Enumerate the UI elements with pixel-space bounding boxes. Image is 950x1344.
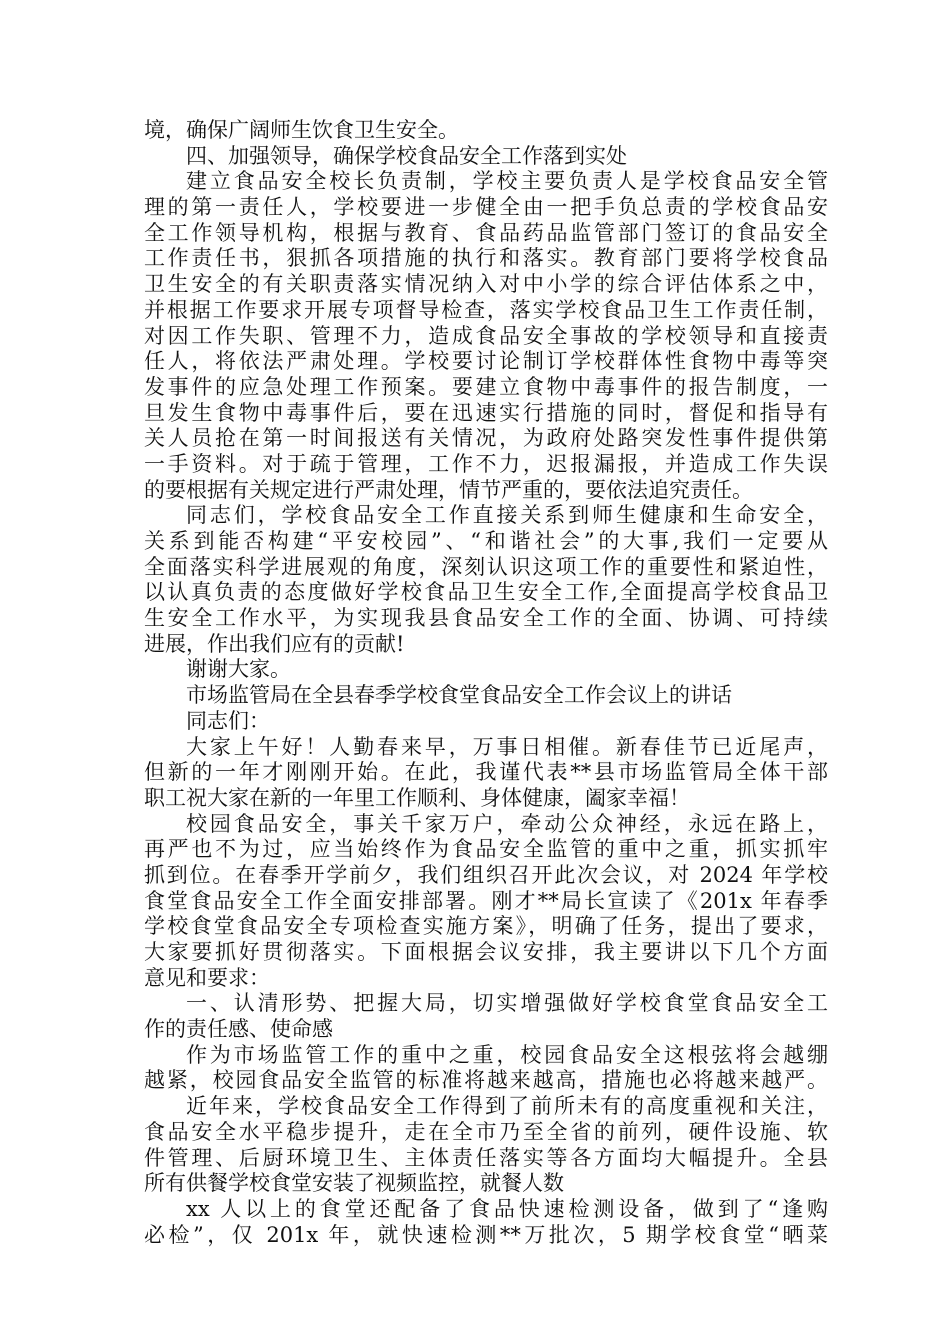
text-line: 以认真负责的态度做好学校食品卫生安全工作,全面提高学校食品卫 xyxy=(144,580,828,605)
section-heading: 一、认清形势、把握大局，切实增强做好学校食堂食品安全工 xyxy=(186,991,828,1016)
text-line: 全面落实科学进展观的角度，深刻认识这项工作的重要性和紧迫性， xyxy=(144,554,828,579)
text-line: 关人员抢在第一时间报送有关情况，为政府处路突发性事件提供第 xyxy=(144,426,828,451)
text-line: 发事件的应急处理工作预案。要建立食物中毒事件的报告制度，一 xyxy=(144,374,828,399)
text-line: 任人，将依法严肃处理。学校要讨论制订学校群体性食物中毒等突 xyxy=(144,349,828,374)
text-line: 食堂食品安全工作全面安排部署。刚才**局长宣读了《201x 年春季 xyxy=(144,888,828,913)
text-line: 生安全工作水平，为实现我县食品安全工作的全面、协调、可持续 xyxy=(144,606,828,631)
text-line: 越紧，校园食品安全监管的标准将越来越高，措施也必将越来越严。 xyxy=(144,1068,828,1093)
text-line: 校园食品安全，事关千家万户，牵动公众神经，永远在路上， xyxy=(186,811,828,836)
text-line: 并根据工作要求开展专项督导检查，落实学校食品卫生工作责任制， xyxy=(144,297,828,322)
text-line: 职工祝大家在新的一年里工作顺利、身体健康，阖家幸福！ xyxy=(144,785,690,810)
text-line: 学校食堂食品安全专项检查实施方案》，明确了任务，提出了要求， xyxy=(144,914,828,939)
text-line: 境，确保广阔师生饮食卫生安全。 xyxy=(144,118,459,142)
text-line: 的要根据有关规定进行严肃处理，情节严重的，要依法追究责任。 xyxy=(144,477,753,502)
text-line: 对因工作失职、管理不力，造成食品安全事故的学校领导和直接责 xyxy=(144,323,828,348)
text-line: 大家要抓好贯彻落实。下面根据会议安排，我主要讲以下几个方面 xyxy=(144,940,828,964)
text-line: 再严也不为过，应当始终作为食品安全监管的重中之重，抓实抓牢 xyxy=(144,837,828,862)
document-body xyxy=(144,118,828,1248)
text-line: 谢谢大家。 xyxy=(186,657,291,682)
section-heading: 作的责任感、使命感 xyxy=(144,1017,333,1042)
text-line: 食品安全水平稳步提升，走在全市乃至全省的前列，硬件设施、软 xyxy=(144,1119,828,1144)
text-line: 但新的一年才刚刚开始。在此，我谨代表**县市场监管局全体干部 xyxy=(144,760,828,785)
text-line: 卫生安全的有关职责落实情况纳入对中小学的综合评估体系之中， xyxy=(144,272,828,297)
speech-title: 市场监管局在全县春季学校食堂食品安全工作会议上的讲话 xyxy=(186,683,732,708)
salutation: 同志们： xyxy=(186,708,270,733)
text-line: 建立食品安全校长负责制，学校主要负责人是学校食品安全管 xyxy=(186,169,828,194)
text-line: 理的第一责任人，学校要进一步健全由一把手负总责的学校食品安 xyxy=(144,195,828,220)
text-line: 全工作领导机构，根据与教育、食品药品监管部门签订的食品安全 xyxy=(144,220,828,245)
text-line: 工作责任书，狠抓各项措施的执行和落实。教育部门要将学校食品 xyxy=(144,246,828,271)
text-line: 关系到能否构建“平安校园”、“和谐社会”的大事,我们一定要从 xyxy=(144,529,828,553)
text-line: 一手资料。对于疏于管理，工作不力，迟报漏报，并造成工作失误 xyxy=(144,451,828,476)
text-line: 作为市场监管工作的重中之重，校园食品安全这根弦将会越绷 xyxy=(186,1042,828,1067)
text-line: 同志们，学校食品安全工作直接关系到师生健康和生命安全， xyxy=(186,503,828,528)
text-line: 抓到位。在春季开学前夕，我们组织召开此次会议，对 2024 年学校 xyxy=(144,862,828,887)
text-line: xx 人以上的食堂还配备了食品快速检测设备，做到了“逢购 xyxy=(186,1196,828,1221)
text-line: 大家上午好！人勤春来早，万事日相催。新春佳节已近尾声， xyxy=(186,734,828,759)
text-line: 进展，作出我们应有的贡献! xyxy=(144,631,405,656)
text-line: 旦发生食物中毒事件后，要在迅速实行措施的同时，督促和指导有 xyxy=(144,400,828,425)
text-line: 意见和要求： xyxy=(144,965,270,990)
text-line: 近年来，学校食品安全工作得到了前所未有的高度重视和关注， xyxy=(186,1094,828,1119)
text-line: 所有供餐学校食堂安装了视频监控，就餐人数 xyxy=(144,1171,564,1196)
text-line: 件管理、后厨环境卫生、主体责任落实等各方面均大幅提升。全县 xyxy=(144,1145,828,1170)
section-heading: 四、加强领导，确保学校食品安全工作落到实处 xyxy=(186,143,627,168)
text-line: 必检”，仅 201x 年，就快速检测**万批次，5 期学校食堂“晒菜 xyxy=(144,1222,828,1247)
